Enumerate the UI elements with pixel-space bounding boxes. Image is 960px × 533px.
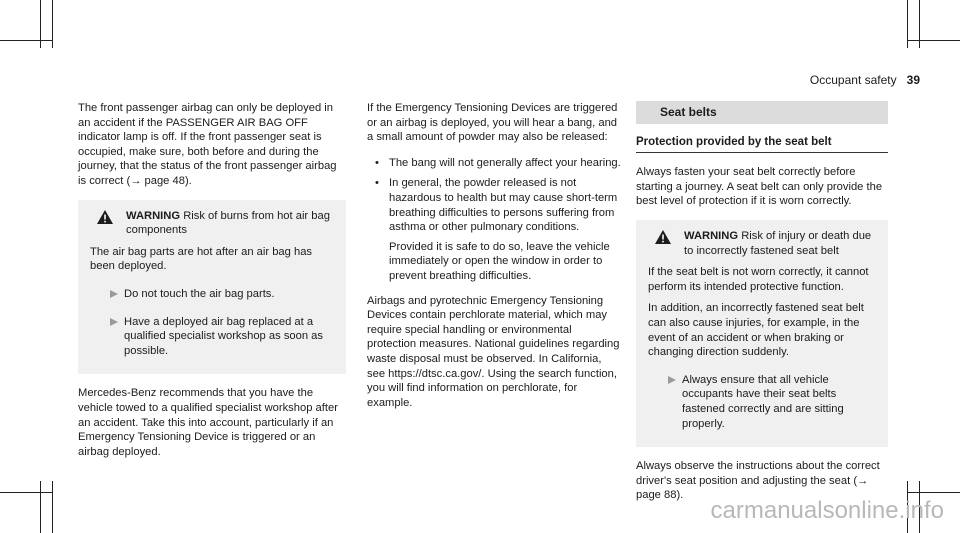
page-header — [810, 73, 920, 87]
warning-heading-text: Risk of injury or death due to incorrectly fastened seat belt — [684, 229, 872, 257]
paragraph: Mercedes-Benz recommends that you have the vehicle towed to a qualified specialist workshop after an accident. Take this into account, particularly if an Emergency Tensioning Device is triggered or an airbag deployed. — [78, 387, 338, 458]
warning-box — [636, 220, 888, 447]
action-step: Have a deployed air bag replaced at a qualified specialist workshop as soon as possible. — [90, 315, 334, 359]
bullet-list — [367, 156, 622, 284]
crop-mark — [0, 40, 52, 41]
paragraph: Always fasten your seat belt correctly before starting a journey. A seat belt can only provide the best level of protection if it is worn correctly. — [636, 166, 883, 208]
action-step: Always ensure that all vehicle occupants have their seat belts fastened correctly and are sitting properly. — [648, 373, 876, 431]
subsection-title: Protection provided by the seat belt — [636, 135, 888, 154]
crop-mark — [908, 492, 960, 493]
warning-body: In addition, an incorrectly fastened seat belt can also cause injuries, for example, in the event of an accident or when braking or changing direction suddenly. — [648, 302, 864, 359]
warning-title: WARNING — [126, 209, 181, 222]
list-item-extra: Provided it is safe to do so, leave the vehicle immediately or open the window in order to prevent breathing difficulties. — [389, 240, 610, 282]
list-item-text: The bang will not generally affect your hearing. — [389, 156, 621, 169]
column-1 — [78, 101, 346, 470]
warning-header — [648, 229, 876, 258]
column-3 — [636, 101, 888, 514]
crop-mark — [52, 0, 53, 48]
bullet-icon: • — [375, 177, 379, 190]
warning-body: If the seat belt is not worn correctly, it cannot perform its intended protective function. — [648, 266, 869, 293]
section-title: Seat belts — [636, 101, 888, 124]
paragraph: Airbags and pyrotechnic Emergency Tensioning Devices contain perchlorate material, which may require special handling or environmental protection measures. National guidelines regarding waste disposal must be observed. In California, see https://dtsc.ca.gov/. Using the search function, you will find information on perchlorate, for example. — [367, 294, 620, 409]
paragraph: The front passenger airbag can only be deployed in an accident if the PASSENGER AIR BAG OFF indicator lamp is off. If the front passenger seat is occupied, make sure, both before and during the journey, that the status of the front passenger airbag is correct (→ page 48). — [78, 102, 337, 187]
warning-triangle-icon — [655, 230, 671, 244]
warning-triangle-icon — [97, 210, 113, 224]
list-item-text: In general, the powder released is not hazardous to health but may cause short-term breathing difficulties to persons suffering from asthma or other pulmonary conditions. — [389, 177, 618, 234]
bullet-icon: • — [375, 156, 379, 169]
list-item — [367, 156, 622, 171]
list-item — [367, 176, 622, 283]
page-section-title: Occupant safety — [809, 73, 897, 87]
warning-header — [90, 209, 334, 238]
action-step: Do not touch the air bag parts. — [90, 287, 334, 302]
paragraph: Always observe the instructions about the correct driver's seat position and adjusting the seat (→ page 88). — [636, 460, 880, 502]
crop-mark — [52, 481, 53, 533]
watermark: carmanualsonline.info — [710, 497, 944, 524]
crop-mark — [0, 492, 52, 493]
crop-mark — [40, 481, 41, 533]
column-2 — [367, 101, 622, 421]
warning-body: The air bag parts are hot after an air bag has been deployed. — [90, 245, 313, 273]
warning-box — [78, 200, 346, 375]
page-number: 39 — [906, 73, 920, 87]
crop-mark — [908, 40, 960, 41]
paragraph: If the Emergency Tensioning Devices are triggered or an airbag is deployed, you will hear a bang, and a small amount of powder may also be released: — [367, 102, 618, 144]
warning-heading-text: Risk of burns from hot air bag components — [126, 209, 330, 237]
warning-title: WARNING — [684, 229, 739, 242]
